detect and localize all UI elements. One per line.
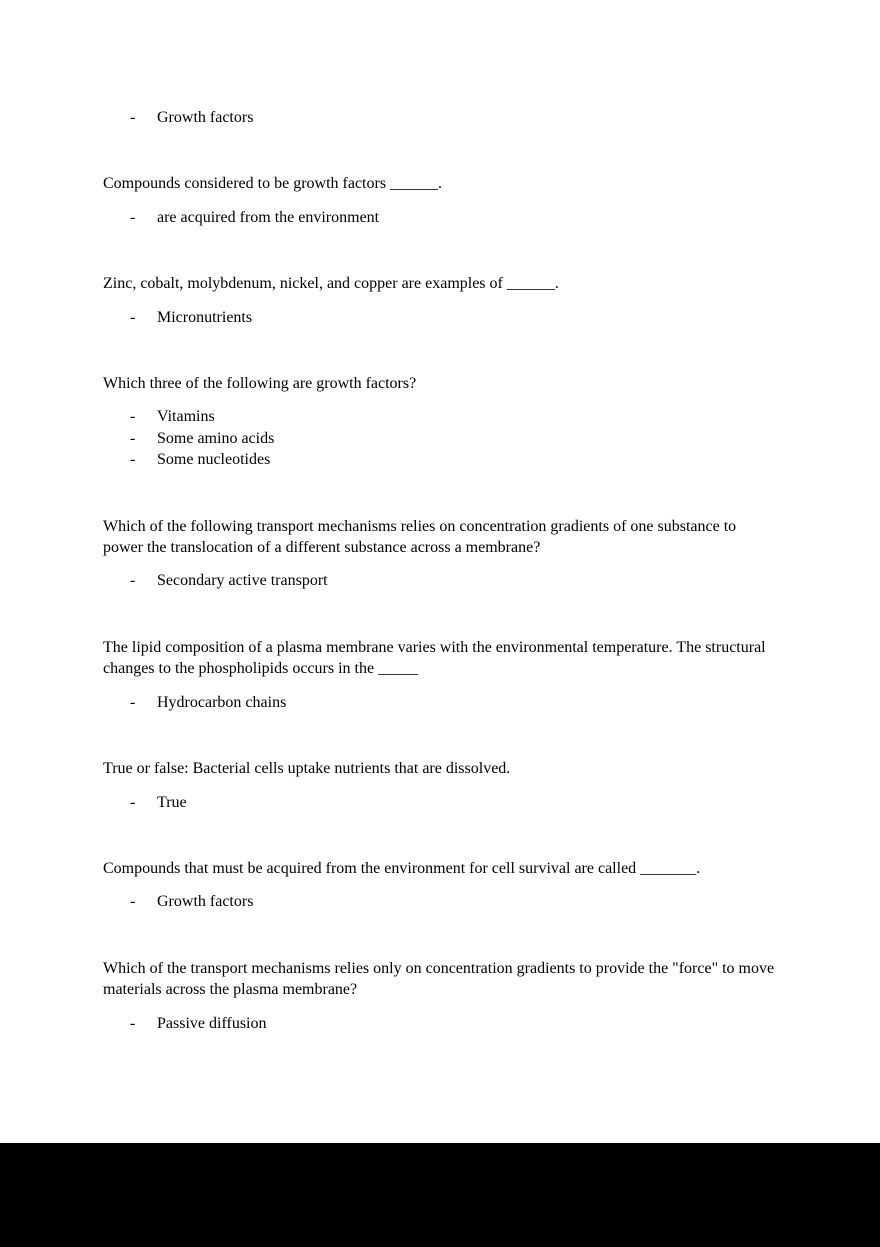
answer-item [130, 207, 777, 228]
answer-item [130, 107, 777, 128]
bottom-black-bar [0, 1143, 880, 1247]
qa-block [103, 273, 777, 328]
answer-text: are acquired from the environment [157, 208, 380, 226]
answer-item [130, 428, 777, 449]
answer-item [130, 891, 777, 912]
answer-item [130, 1013, 777, 1034]
bullet-dash-icon: - [130, 408, 136, 426]
answer-item [130, 570, 777, 591]
bullet-dash-icon: - [130, 693, 136, 711]
question-text: Which three of the following are growth factors? [103, 375, 417, 393]
qa-block [103, 516, 777, 592]
answer-text: Vitamins [157, 408, 215, 426]
answer-text: True [157, 793, 187, 811]
answer-text: Growth factors [157, 893, 254, 911]
answer-item [130, 406, 777, 427]
bullet-dash-icon: - [130, 1014, 136, 1032]
question-text: Which of the following transport mechanisms relies on concentration gradients of one substance to power the translocation of a different substance across a membrane? [103, 517, 737, 557]
answer-text: Micronutrients [157, 308, 253, 326]
qa-block [103, 637, 777, 713]
answer-text: Secondary active transport [157, 572, 328, 590]
bullet-dash-icon: - [130, 208, 136, 226]
question-text: Zinc, cobalt, molybdenum, nickel, and copper are examples of ______. [103, 275, 559, 293]
bullet-dash-icon: - [130, 429, 136, 447]
qa-block [103, 758, 777, 813]
qa-block [103, 173, 777, 228]
question-text: Which of the transport mechanisms relies only on concentration gradients to provide the "force" to move materials across the plasma membrane? [103, 959, 775, 999]
answer-text: Some nucleotides [157, 451, 271, 469]
bullet-dash-icon: - [130, 451, 136, 469]
answer-item [130, 307, 777, 328]
qa-block [103, 373, 777, 471]
bullet-dash-icon: - [130, 793, 136, 811]
answer-text: Passive diffusion [157, 1014, 267, 1032]
question-text: The lipid composition of a plasma membrane varies with the environmental temperature. The structural changes to the phospholipids occurs in the _____ [103, 638, 766, 678]
answer-item [130, 449, 777, 470]
qa-block [103, 958, 777, 1034]
bullet-dash-icon: - [130, 893, 136, 911]
bullet-dash-icon: - [130, 572, 136, 590]
bullet-dash-icon: - [130, 308, 136, 326]
answer-text: Some amino acids [157, 429, 275, 447]
answer-item [130, 792, 777, 813]
answer-text: Hydrocarbon chains [157, 693, 287, 711]
question-text: Compounds that must be acquired from the environment for cell survival are called _______. [103, 859, 701, 877]
question-text: Compounds considered to be growth factors ______. [103, 175, 443, 193]
answer-text: Growth factors [157, 109, 254, 126]
qa-block [103, 107, 777, 128]
bullet-dash-icon: - [130, 109, 136, 126]
qa-block [103, 858, 777, 913]
question-text: True or false: Bacterial cells uptake nutrients that are dissolved. [103, 760, 511, 778]
answer-item [130, 692, 777, 713]
